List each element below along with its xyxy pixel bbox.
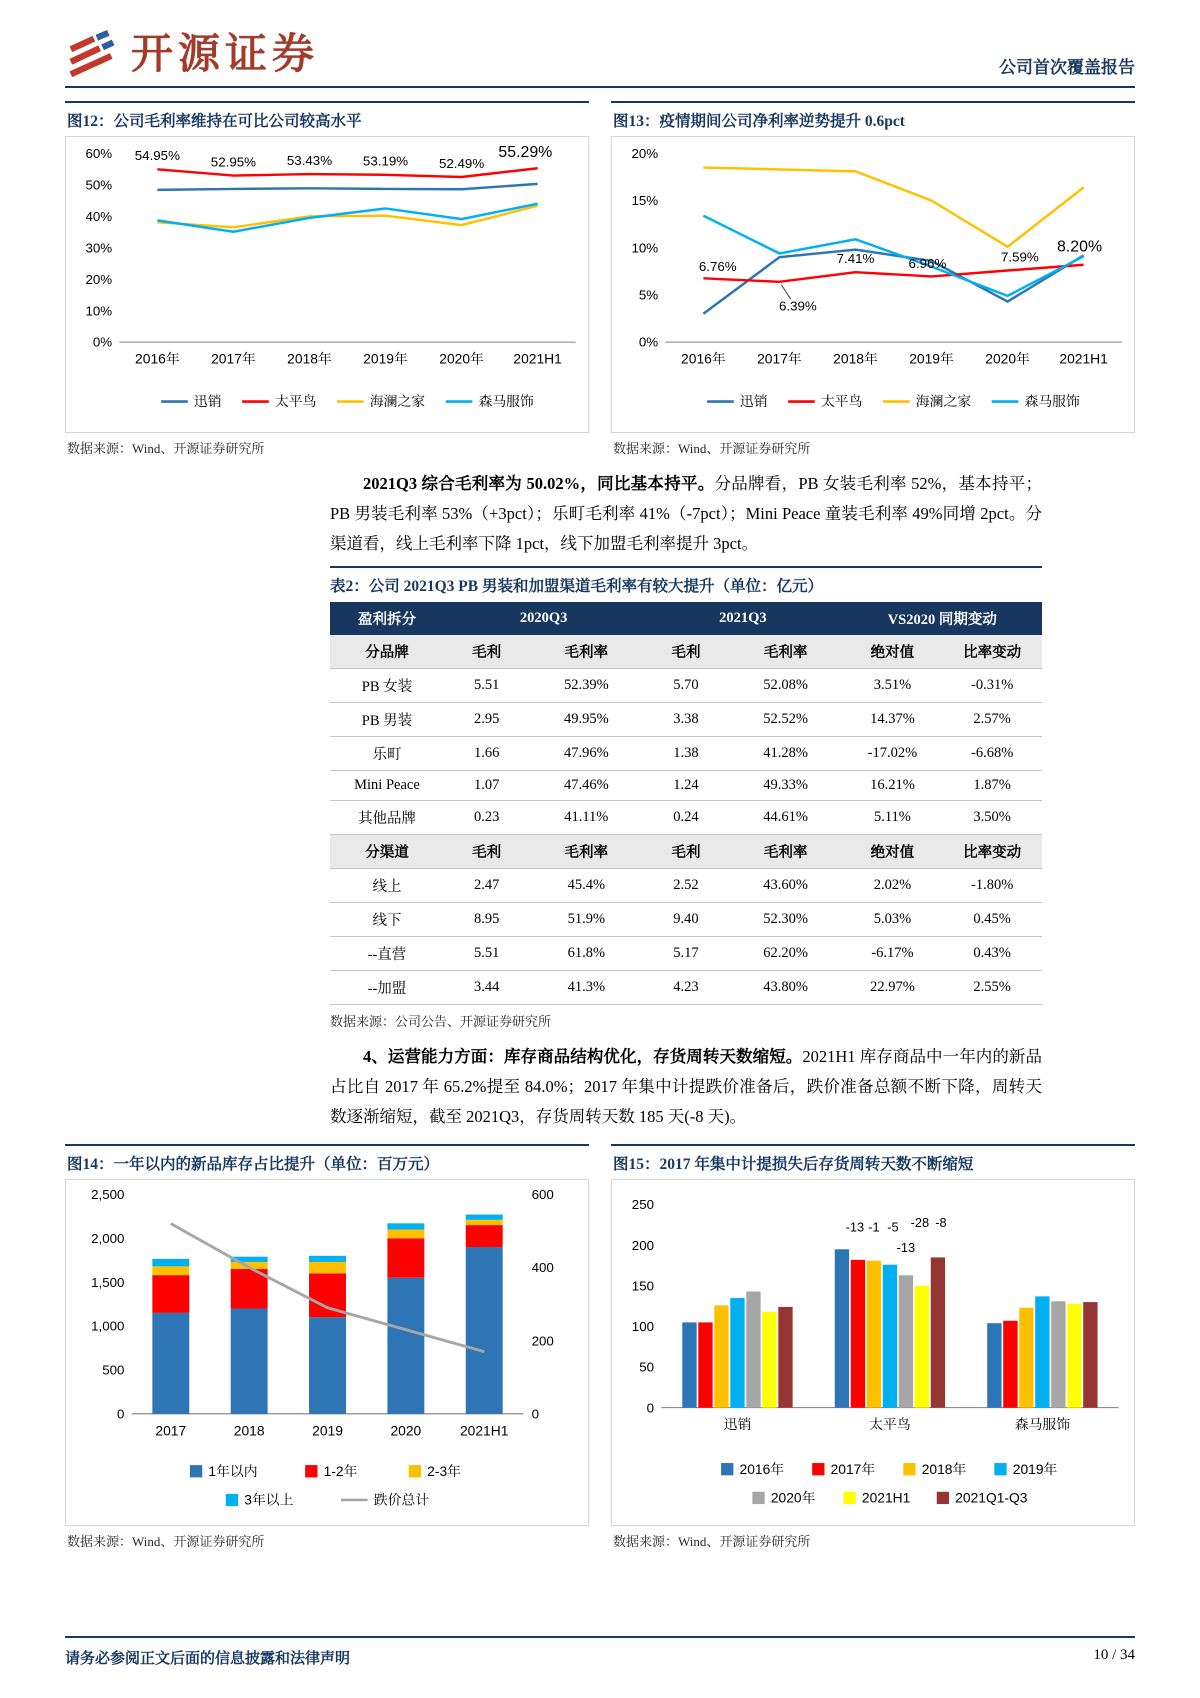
- table-cell: 比率变动: [942, 835, 1042, 869]
- svg-text:2021Q1-Q3: 2021Q1-Q3: [955, 1489, 1028, 1506]
- svg-text:2021H1: 2021H1: [513, 350, 562, 367]
- table-cell: 2.52: [643, 869, 728, 903]
- table-cell: -6.68%: [942, 737, 1042, 771]
- svg-text:0%: 0%: [638, 334, 659, 350]
- table-cell: Mini Peace: [330, 771, 444, 801]
- svg-text:2017年: 2017年: [757, 350, 802, 367]
- svg-text:0%: 0%: [92, 334, 113, 350]
- table-cell: 52.08%: [729, 669, 843, 703]
- svg-text:40%: 40%: [85, 208, 113, 224]
- table-cell: 线上: [330, 869, 444, 903]
- table-cell: 2.02%: [843, 869, 943, 903]
- svg-text:250: 250: [631, 1197, 655, 1213]
- svg-text:太平鸟: 太平鸟: [869, 1416, 911, 1433]
- table-cell: 绝对值: [843, 635, 943, 669]
- table-cell: 0.43%: [942, 937, 1042, 971]
- svg-text:400: 400: [531, 1260, 554, 1276]
- figure-12-chart-box: [65, 136, 589, 433]
- table-row: [330, 835, 1042, 869]
- figure-14-chart-box: [65, 1179, 589, 1526]
- svg-text:2-3年: 2-3年: [427, 1463, 461, 1480]
- table-row: [330, 903, 1042, 937]
- svg-text:迅销: 迅销: [193, 393, 222, 410]
- svg-text:2019年: 2019年: [363, 350, 408, 367]
- table-cell: 乐町: [330, 737, 444, 771]
- table-cell: 49.95%: [529, 703, 643, 737]
- table-cell: 比率变动: [942, 635, 1042, 669]
- table-body: [330, 635, 1042, 1005]
- figure-14-source: 数据来源：Wind、开源证券研究所: [67, 1534, 265, 1550]
- svg-text:0: 0: [646, 1400, 655, 1416]
- svg-text:0: 0: [117, 1406, 125, 1422]
- table-cell: 毛利率: [529, 835, 643, 869]
- table-cell: 51.9%: [529, 903, 643, 937]
- figure-12-source: 数据来源：Wind、开源证券研究所: [67, 441, 265, 457]
- svg-text:2018年: 2018年: [921, 1461, 967, 1478]
- svg-text:-13: -13: [896, 1240, 916, 1256]
- table-cell: 47.46%: [529, 771, 643, 801]
- svg-text:500: 500: [102, 1363, 125, 1379]
- table-cell: 绝对值: [843, 835, 943, 869]
- svg-text:2,000: 2,000: [91, 1231, 125, 1247]
- table-cell: 5.11%: [843, 801, 943, 835]
- table-cell: 毛利: [444, 835, 529, 869]
- svg-text:2018: 2018: [233, 1422, 265, 1439]
- svg-text:2017年: 2017年: [830, 1461, 876, 1478]
- table-cell: 5.51: [444, 669, 529, 703]
- svg-text:52.49%: 52.49%: [438, 155, 485, 171]
- svg-text:2019年: 2019年: [909, 350, 954, 367]
- table-cell: --加盟: [330, 971, 444, 1005]
- table-cell: 0.45%: [942, 903, 1042, 937]
- table-cell: 分品牌: [330, 635, 444, 669]
- table-cell: 5.03%: [843, 903, 943, 937]
- svg-text:迅销: 迅销: [723, 1416, 752, 1433]
- table-cell: 其他品牌: [330, 801, 444, 835]
- svg-text:2,500: 2,500: [91, 1187, 125, 1203]
- logo-icon: [65, 30, 119, 80]
- table-cell: 41.28%: [729, 737, 843, 771]
- table-cell: 47.96%: [529, 737, 643, 771]
- table-cell: 52.52%: [729, 703, 843, 737]
- svg-text:2020: 2020: [390, 1422, 422, 1439]
- table-cell: 1.87%: [942, 771, 1042, 801]
- svg-text:2016年: 2016年: [739, 1461, 785, 1478]
- svg-text:600: 600: [531, 1187, 554, 1203]
- svg-text:20%: 20%: [85, 271, 113, 287]
- svg-text:150: 150: [631, 1278, 655, 1294]
- figure-12-line-chart: [66, 137, 588, 432]
- svg-text:7.59%: 7.59%: [1001, 249, 1039, 265]
- figure-13-line-chart: [612, 137, 1134, 432]
- table-cell: 5.17: [643, 937, 728, 971]
- table-row: [330, 771, 1042, 801]
- svg-text:森马服饰: 森马服饰: [478, 393, 534, 410]
- company-logo: [65, 30, 319, 80]
- svg-text:2017: 2017: [155, 1422, 187, 1439]
- figure-15-chart-box: [611, 1179, 1135, 1526]
- svg-text:2020年: 2020年: [439, 350, 484, 367]
- svg-text:2021H1: 2021H1: [459, 1422, 509, 1439]
- figure-12: [65, 101, 589, 457]
- table-header-row: [330, 602, 1042, 635]
- table-cell: --直营: [330, 937, 444, 971]
- table-2-source: 数据来源：公司公告、开源证券研究所: [330, 1014, 552, 1030]
- table-cell: 43.80%: [729, 971, 843, 1005]
- table-cell: 22.97%: [843, 971, 943, 1005]
- table-cell: 61.8%: [529, 937, 643, 971]
- table-cell: -6.17%: [843, 937, 943, 971]
- table-cell: 分渠道: [330, 835, 444, 869]
- svg-text:迅销: 迅销: [739, 393, 768, 410]
- table-cell: -1.80%: [942, 869, 1042, 903]
- svg-text:森马服饰: 森马服饰: [1024, 393, 1080, 410]
- footer-page-number: 10 / 34: [1093, 1647, 1135, 1663]
- svg-text:5%: 5%: [638, 287, 659, 303]
- figure-14-stacked-bar-chart: [66, 1180, 588, 1525]
- paragraph-operations-lead: 4、运营能力方面：库存商品结构优化，存货周转天数缩短。: [363, 1047, 803, 1067]
- svg-text:200: 200: [631, 1238, 655, 1254]
- table-cell: 1.07: [444, 771, 529, 801]
- table-cell: 16.21%: [843, 771, 943, 801]
- table-cell: -0.31%: [942, 669, 1042, 703]
- svg-text:200: 200: [531, 1333, 554, 1349]
- table-cell: 3.51%: [843, 669, 943, 703]
- table-cell: 线下: [330, 903, 444, 937]
- table-cell: 9.40: [643, 903, 728, 937]
- svg-text:海澜之家: 海澜之家: [915, 393, 972, 410]
- svg-text:54.95%: 54.95%: [134, 148, 180, 164]
- table-cell: 3.50%: [942, 801, 1042, 835]
- table-cell: 3.44: [444, 971, 529, 1005]
- table-row: [330, 669, 1042, 703]
- page-header: [65, 0, 1135, 88]
- svg-text:1,500: 1,500: [91, 1275, 125, 1291]
- svg-text:8.20%: 8.20%: [1057, 238, 1103, 256]
- table-cell: 毛利率: [729, 635, 843, 669]
- table-cell: 毛利: [643, 835, 728, 869]
- svg-text:2016年: 2016年: [135, 350, 180, 367]
- svg-text:2019年: 2019年: [1012, 1461, 1058, 1478]
- svg-text:6.39%: 6.39%: [778, 298, 817, 314]
- svg-text:1,000: 1,000: [91, 1319, 125, 1335]
- svg-text:森马服饰: 森马服饰: [1014, 1416, 1071, 1433]
- figure-15-title: 图15：2017 年集中计提损失后存货周转天数不断缩短: [611, 1144, 1135, 1179]
- svg-text:2020年: 2020年: [770, 1489, 816, 1506]
- svg-text:53.43%: 53.43%: [286, 152, 333, 168]
- table-cell: 49.33%: [729, 771, 843, 801]
- svg-text:60%: 60%: [85, 146, 113, 162]
- svg-text:2019: 2019: [312, 1422, 343, 1439]
- paragraph-gross-margin-lead: 2021Q3 综合毛利率为 50.02%，同比基本持平。: [363, 474, 715, 494]
- svg-text:1-2年: 1-2年: [323, 1463, 358, 1480]
- svg-text:太平鸟: 太平鸟: [820, 393, 863, 410]
- svg-text:2018年: 2018年: [833, 350, 878, 367]
- table-header-cell: 盈利拆分: [330, 602, 444, 635]
- table-cell: 52.30%: [729, 903, 843, 937]
- svg-text:6.96%: 6.96%: [908, 256, 947, 272]
- svg-text:30%: 30%: [85, 240, 113, 256]
- svg-text:15%: 15%: [631, 193, 659, 209]
- table-2-block: [330, 566, 1042, 1030]
- table-cell: 毛利率: [529, 635, 643, 669]
- table-cell: 2.95: [444, 703, 529, 737]
- svg-text:-28: -28: [910, 1215, 930, 1231]
- figure-12-title: 图12：公司毛利率维持在可比公司较高水平: [65, 101, 589, 136]
- table-cell: 2.47: [444, 869, 529, 903]
- svg-text:2018年: 2018年: [287, 350, 332, 367]
- svg-text:2021H1: 2021H1: [1059, 350, 1108, 367]
- figure-15-source: 数据来源：Wind、开源证券研究所: [613, 1534, 811, 1550]
- table-cell: 41.11%: [529, 801, 643, 835]
- svg-text:10%: 10%: [85, 303, 113, 319]
- table-cell: 2.55%: [942, 971, 1042, 1005]
- table-cell: 62.20%: [729, 937, 843, 971]
- svg-text:20%: 20%: [631, 146, 659, 162]
- table-row: [330, 801, 1042, 835]
- table-2-title: 表2：公司 2021Q3 PB 男装和加盟渠道毛利率有较大提升（单位：亿元）: [330, 566, 1042, 602]
- table-header-cell: VS2020 同期变动: [843, 602, 1042, 635]
- table-cell: 43.60%: [729, 869, 843, 903]
- figure-15-grouped-bar-chart: [612, 1180, 1134, 1525]
- svg-text:-13: -13: [845, 1219, 865, 1235]
- svg-text:55.29%: 55.29%: [498, 143, 553, 161]
- table-cell: -17.02%: [843, 737, 943, 771]
- table-row: [330, 937, 1042, 971]
- paragraph-operations-rest: 2021H1 库存商品中一年内的新品占比自 2017 年 65.2%提至 84.0%；2017 年集中计提跌价准备后，跌价准备总额不断下降，周转天数逐渐缩短，截至 2021Q3，存货周转天数 185 天(-8 天)。: [330, 1047, 1043, 1126]
- svg-text:3年以上: 3年以上: [244, 1492, 294, 1509]
- figure-row-top: [65, 101, 1135, 457]
- profit-breakdown-table: [330, 602, 1042, 1005]
- svg-text:2016年: 2016年: [681, 350, 726, 367]
- svg-text:-1: -1: [868, 1219, 880, 1235]
- logo-text: 开源证券: [131, 32, 320, 78]
- figure-13: [611, 101, 1135, 457]
- figure-13-source: 数据来源：Wind、开源证券研究所: [613, 441, 811, 457]
- table-cell: 52.39%: [529, 669, 643, 703]
- table-cell: 2.57%: [942, 703, 1042, 737]
- table-cell: 5.51: [444, 937, 529, 971]
- table-cell: PB 女装: [330, 669, 444, 703]
- table-header-cell: 2020Q3: [444, 602, 643, 635]
- table-cell: 毛利率: [729, 835, 843, 869]
- table-row: [330, 869, 1042, 903]
- table-cell: 3.38: [643, 703, 728, 737]
- paragraph-operations: [330, 1042, 1042, 1131]
- table-header-cell: 2021Q3: [643, 602, 842, 635]
- table-cell: 4.23: [643, 971, 728, 1005]
- table-cell: 8.95: [444, 903, 529, 937]
- table-row: [330, 635, 1042, 669]
- figure-15: [611, 1144, 1135, 1550]
- report-type-label: 公司首次覆盖报告: [999, 58, 1135, 77]
- table-cell: 1.24: [643, 771, 728, 801]
- svg-text:7.41%: 7.41%: [836, 250, 875, 266]
- svg-text:海澜之家: 海澜之家: [369, 393, 426, 410]
- svg-text:-5: -5: [887, 1219, 899, 1235]
- svg-text:2021H1: 2021H1: [861, 1489, 911, 1506]
- svg-text:50: 50: [639, 1360, 655, 1376]
- svg-text:跌价总计: 跌价总计: [373, 1492, 430, 1509]
- table-cell: 41.3%: [529, 971, 643, 1005]
- svg-text:-8: -8: [935, 1215, 947, 1231]
- svg-text:1年以内: 1年以内: [208, 1463, 258, 1480]
- svg-text:50%: 50%: [85, 177, 113, 193]
- table-row: [330, 971, 1042, 1005]
- figure-row-bottom: [65, 1144, 1135, 1550]
- svg-text:100: 100: [631, 1319, 655, 1335]
- table-cell: 5.70: [643, 669, 728, 703]
- table-cell: PB 男装: [330, 703, 444, 737]
- figure-13-title: 图13：疫情期间公司净利率逆势提升 0.6pct: [611, 101, 1135, 136]
- svg-text:2017年: 2017年: [211, 350, 256, 367]
- table-cell: 1.66: [444, 737, 529, 771]
- table-row: [330, 737, 1042, 771]
- paragraph-gross-margin-rest: 分品牌看，PB 女装毛利率 52%，基本持平；PB 男装毛利率 53%（+3pct）；乐町毛利率 41%（-7pct）；Mini Peace 童装毛利率 49%同增 2pct。分渠道看，线上毛利率下降 1pct，线下加盟毛利率提升 3pct。: [330, 474, 1042, 553]
- svg-text:太平鸟: 太平鸟: [274, 393, 317, 410]
- footer-disclaimer: 请务必参阅正文后面的信息披露和法律声明: [65, 1651, 351, 1667]
- svg-text:2020年: 2020年: [985, 350, 1030, 367]
- svg-text:6.76%: 6.76%: [698, 259, 737, 275]
- svg-text:0: 0: [531, 1406, 540, 1422]
- svg-text:52.95%: 52.95%: [210, 154, 257, 170]
- figure-13-chart-box: [611, 136, 1135, 433]
- table-cell: 毛利: [643, 635, 728, 669]
- table-cell: 45.4%: [529, 869, 643, 903]
- table-cell: 0.24: [643, 801, 728, 835]
- table-cell: 1.38: [643, 737, 728, 771]
- svg-text:53.19%: 53.19%: [362, 153, 409, 169]
- page-footer: [65, 1636, 1135, 1668]
- table-cell: 0.23: [444, 801, 529, 835]
- table-row: [330, 703, 1042, 737]
- table-cell: 14.37%: [843, 703, 943, 737]
- svg-text:10%: 10%: [631, 240, 659, 256]
- figure-14-title: 图14：一年以内的新品库存占比提升（单位：百万元）: [65, 1144, 589, 1179]
- table-cell: 44.61%: [729, 801, 843, 835]
- paragraph-gross-margin: [330, 469, 1042, 558]
- table-cell: 毛利: [444, 635, 529, 669]
- figure-14: [65, 1144, 589, 1550]
